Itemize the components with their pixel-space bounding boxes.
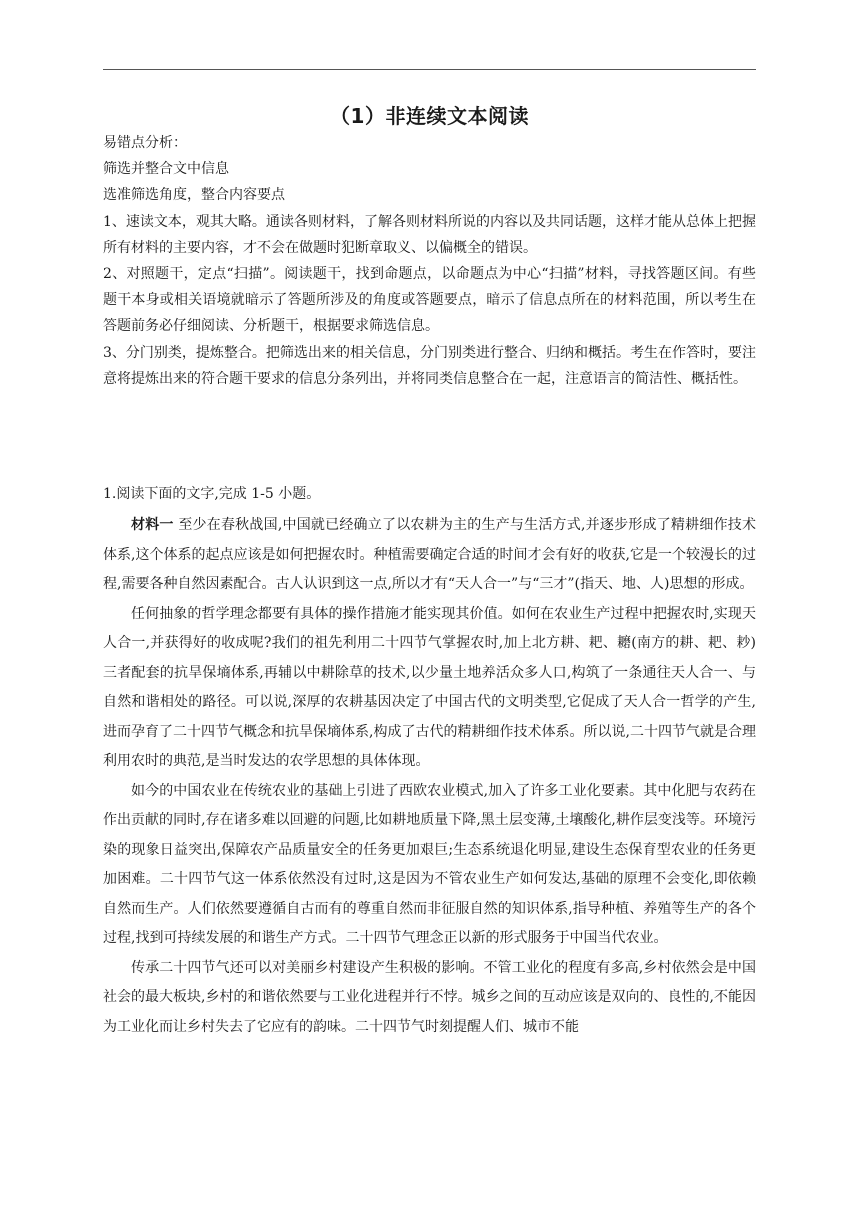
analysis-line: 选准筛选角度，整合内容要点 bbox=[103, 187, 285, 204]
analysis-point: 1、速读文本，观其大略。通读各则材料，了解各则材料所说的内容以及共同话题，这样才能从总体上把握所有材料的主要内容，才不会在做题时犯断章取义、以偏概全的错误。 bbox=[103, 213, 756, 256]
material-label: 材料一 bbox=[131, 517, 174, 533]
analysis-point: 2、对照题干，定点“扫描”。阅读题干，找到命题点，以命题点为中心“扫描”材料，寻找答题区间。有些题干本身或相关语境就暗示了答题所涉及的角度或答题要点，暗示了信息点所在的材料范围，所以考生在答题前务必仔细阅读、分析题干，根据要求筛选信息。 bbox=[103, 266, 756, 335]
question-instruction: 1.阅读下面的文字,完成 1-5 小题。 bbox=[103, 486, 321, 502]
material-paragraph: 如今的中国农业在传统农业的基础上引进了西欧农业模式,加入了许多工业化要素。其中化肥与农药在作出贡献的同时,存在诸多难以回避的问题,比如耕地质量下降,黑土层变薄,土壤酸化,耕作层变浅等。环境污染的现象日益突出,保障农产品质量安全的任务更加艰巨;生态系统退化明显,建设生态保育型农业的任务更加困难。二十四节气这一体系依然没有过时,这是因为不管农业生产如何发达,基础的原理不会变化,即依赖自然而生产。人们依然要遵循自古而有的尊重自然而非征服自然的知识体系,指导种植、养殖等生产的各个过程,找到可持续发展的和谐生产方式。二十四节气理念正以新的形式服务于中国当代农业。 bbox=[103, 782, 756, 946]
material-one bbox=[103, 511, 756, 1042]
material-paragraph bbox=[103, 511, 756, 600]
material-paragraph: 传承二十四节气还可以对美丽乡村建设产生积极的影响。不管工业化的程度有多高,乡村依然会是中国社会的最大板块,乡村的和谐依然要与工业化进程并行不悖。城乡之间的互动应该是双向的、良性的,不能因为工业化而让乡村失去了它应有的韵味。二十四节气时刻提醒人们、城市不能 bbox=[103, 959, 756, 1035]
analysis-point: 3、分门别类，提炼整合。把筛选出来的相关信息，分门别类进行整合、归纳和概括。考生在作答时，要注意将提炼出来的符合题干要求的信息分条列出，并将同类信息整合在一起，注意语言的简洁性、概括性。 bbox=[103, 344, 756, 387]
error-analysis-section bbox=[103, 130, 756, 392]
page-title: （1）非连续文本阅读 bbox=[330, 104, 529, 128]
analysis-heading: 易错点分析： bbox=[103, 135, 187, 151]
header-rule bbox=[103, 69, 756, 70]
material-paragraph: 任何抽象的哲学理念都要有具体的操作措施才能实现其价值。如何在农业生产过程中把握农时,实现天人合一,并获得好的收成呢?我们的祖先利用二十四节气掌握农时,加上北方耕、耙、耱(南方的耕、耙、耖)三者配套的抗旱保墒体系,再辅以中耕除草的技术,以少量土地养活众多人口,构筑了一条通往天人合一、与自然和谐相处的路径。可以说,深厚的农耕基因决定了中国古代的文明类型,它促成了天人合一哲学的产生,进而孕育了二十四节气概念和抗旱保墒体系,构成了古代的精耕细作技术体系。所以说,二十四节气就是合理利用农时的典范,是当时发达的农学思想的具体体现。 bbox=[103, 605, 756, 769]
material-text: 至少在春秋战国,中国就已经确立了以农耕为主的生产与生活方式,并逐步形成了精耕细作技术体系,这个体系的起点应该是如何把握农时。种植需要确定合适的时间才会有好的收获,它是一个较漫长的过程,需要各种自然因素配合。古人认识到这一点,所以才有“天人合一”与“三才”(指天、地、人)思想的形成。 bbox=[103, 517, 757, 592]
analysis-line: 筛选并整合文中信息 bbox=[103, 161, 229, 178]
